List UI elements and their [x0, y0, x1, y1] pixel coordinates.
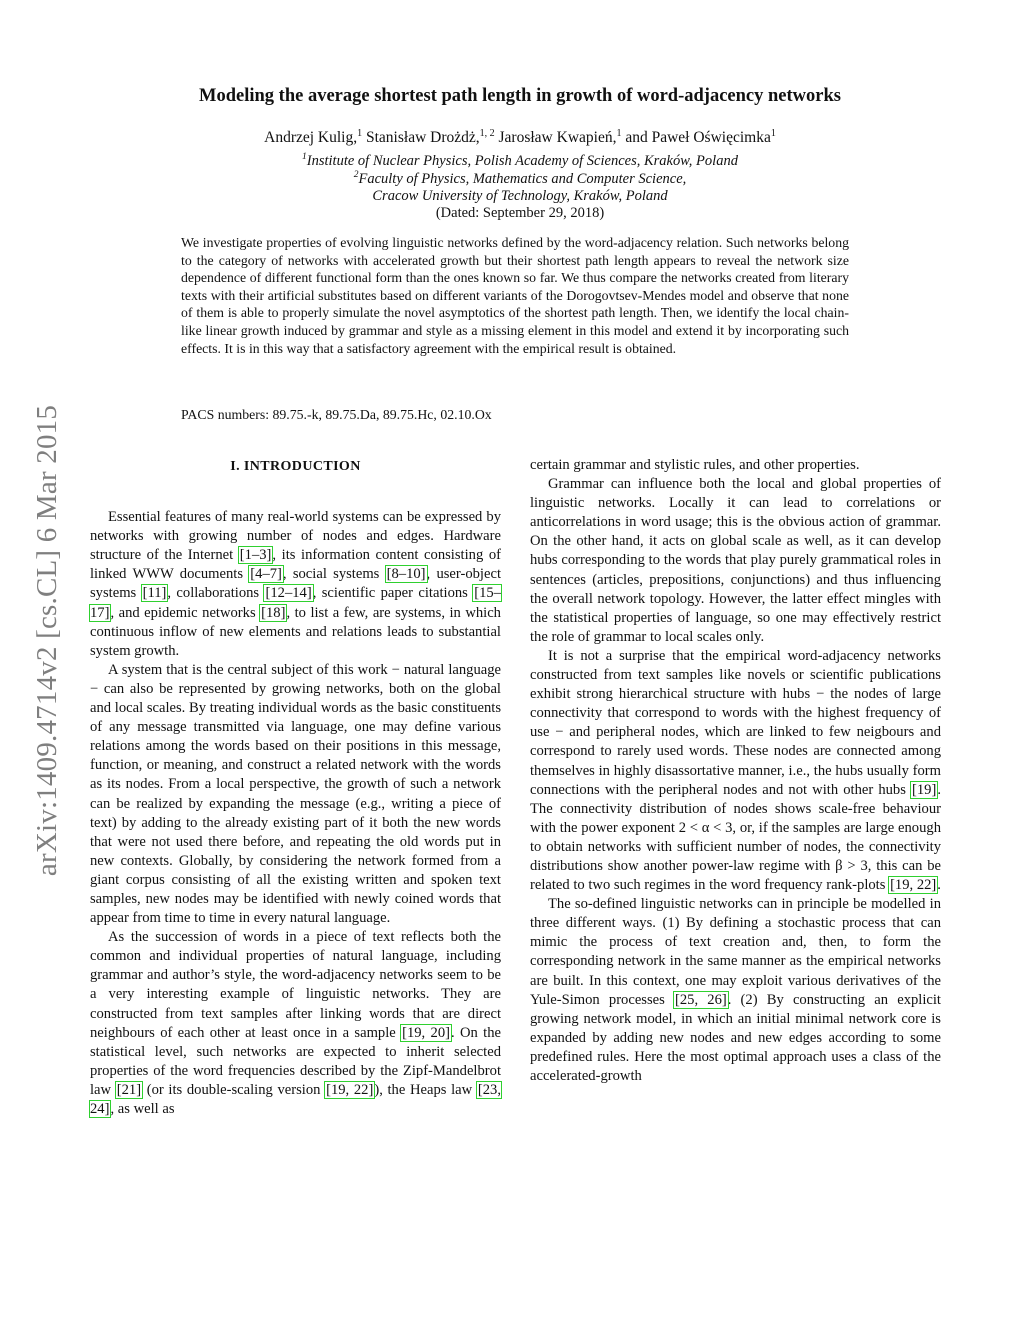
- affil-text: Faculty of Physics, Mathematics and Computer Science,: [358, 170, 687, 187]
- affil-mark: 1: [302, 152, 307, 162]
- abstract: We investigate properties of evolving linguistic networks defined by the word-adjacency relation. Such networks belong to the category of networks with accelerated growth but their shortest path length appears to reveal the network size dependence of different functional form than the ones known so far. We thus compare the networks created from literary texts with their artificial substitutes based on different variants of the Dorogovtsev-Mendes model and observe that none of them is able to properly simulate the novel asymptotics of the shortest path length. Then, we identify the local chain-like linear growth induced by grammar and style as a missing element in this model and extend it by incorporating such effects. It is in this way that a satisfactory agreement with the empirical result is obtained.: [181, 235, 849, 356]
- paragraph: The so-defined linguistic networks can in principle be modelled in three different ways. (1) By defining a stochastic process that can mimic the process of text creation and, then, to form the corresponding network in the same manner as the empirical networks are built. In this context, one may exploit various derivatives of the Yule-Simon processes [25, 26]. (2) By constructing an explicit growing network model, in which an initial minimal network core is expanded by adding new nodes and new edges according to some predefined rules. Here the most optimal approach uses a class of the accelerated-growth: [530, 896, 941, 1084]
- paragraph-continued: certain grammar and stylistic rules, and other properties.: [530, 457, 860, 473]
- author-affil-mark: 1: [357, 128, 363, 139]
- affiliation-2-cont: Cracow University of Technology, Kraków, Poland: [372, 188, 668, 204]
- date-line: (Dated: September 29, 2018): [435, 205, 605, 221]
- author-name: Paweł Oświęcimka: [651, 129, 771, 147]
- arxiv-identifier: arXiv:1409.4714v2 [cs.CL] 6 Mar 2015: [31, 404, 64, 876]
- author-list: [90, 128, 950, 147]
- citation-link[interactable]: [18]: [261, 604, 286, 621]
- citation-link[interactable]: [19]: [912, 781, 937, 798]
- author-conjunction: and: [625, 129, 648, 147]
- paragraph: A system that is the central subject of this work − natural language − can also be represented by growing networks, both on the global and local scales. By treating individual words as the basic constituents of any message transmitted via language, one may define various relations among the words based on their positions in this message, function, or meaning, and construct a related network with the words as its nodes. From a local perspective, the growth of such a network can be realized by expanding the message (e.g., writing a piece of text) by adding to the already existing part of it both the new words that were not used there before, and repeating the old words put in new contexts. Globally, by considering the network formed from a giant corpus consisting of all the existing written and spoken text samples, new nodes may be identified with newly coined words that appear from time to time in every natural language.: [90, 661, 501, 927]
- author-affil-mark: 1: [770, 128, 776, 139]
- citation-link[interactable]: [23, 24]: [90, 1081, 501, 1117]
- affil-text: Institute of Nuclear Physics, Polish Academy of Sciences, Kraków, Poland: [306, 152, 738, 169]
- author-name: Andrzej Kulig,: [264, 129, 358, 147]
- citation-link[interactable]: [21]: [116, 1081, 142, 1098]
- pacs-numbers: PACS numbers: 89.75.-k, 89.75.Da, 89.75.Hc, 02.10.Ox: [181, 407, 492, 422]
- paragraph: It is not a surprise that the empirical word-adjacency networks constructed from text samples like novels or scientific publications exhibit strong hierarchical structure with hubs − the nodes of large connectivity that correspond to words with the highest frequency of use − and peripheral nodes, which are linked to few neigbours and correspond to rarely used words. These nodes are connected among themselves in highly disassortative manner, i.e., the hubs usually form connections with the peripheral nodes and not with other hubs [19]. The connectivity distribution of nodes shows scale-free behaviour with the power exponent 2 < α < 3, or, if the samples are large enough to obtain networks with sufficient number of nodes, the connectivity distributions show another power-law regime with β > 3, this can be related to two such regimes in the word frequency rank-plots [19, 22].: [530, 647, 941, 894]
- citation-link[interactable]: [8–10]: [386, 566, 426, 583]
- citation-link[interactable]: [12–14]: [265, 585, 312, 602]
- citation-link[interactable]: [1–3]: [239, 547, 272, 564]
- citation-link[interactable]: [19, 22]: [326, 1081, 374, 1098]
- paragraph: Grammar can influence both the local and global properties of linguistic networks. Locally it can lead to correlations or anticorrelations in word usage; this is the obvious action of grammar. On the other hand, it acts on global scale as well, as it can develop hubs corresponding to the words that play purely grammatical roles in sentences (articles, prepositions, conjunctions) and thus influencing the overall network topology. However, the latter effect mingles with the statistical properties of language, so one may effectively restrict the role of grammar to local scales only.: [530, 476, 941, 645]
- paper-title: Modeling the average shortest path length in growth of word-adjacency networks: [199, 86, 841, 106]
- section-heading: I. INTRODUCTION: [230, 459, 361, 474]
- citation-link[interactable]: [25, 26]: [675, 991, 727, 1008]
- citation-link[interactable]: [19, 20]: [402, 1024, 450, 1041]
- left-column: [90, 456, 501, 1119]
- author-name: Jarosław Kwapień,: [498, 129, 617, 147]
- author-name: Stanisław Drożdż,: [366, 129, 480, 147]
- affiliation-2: [90, 170, 950, 188]
- affil-mark: 2: [353, 170, 359, 180]
- citation-link[interactable]: [15–17]: [90, 585, 501, 621]
- arxiv-stamp: [28, 370, 68, 910]
- author-affil-mark: 1, 2: [479, 128, 495, 139]
- citation-link[interactable]: [11]: [142, 585, 167, 602]
- paragraph: Essential features of many real-world systems can be expressed by networks with growing number of nodes and edges. Hardware structure of the Internet [1–3], its information content consisting of linked WWW documents [4–7], social systems [8–10], user-object systems [11], collaborations [12–14], scientific paper citations [15–17], and epidemic networks [18], to list a few, are systems, in which continuous inflow of new elements and relations leads to substantial system growth.: [90, 509, 501, 659]
- citation-link[interactable]: [4–7]: [250, 566, 282, 583]
- paragraph: As the succession of words in a piece of text reflects both the common and individual properties of natural language, including grammar and author’s style, the word-adjacency networks seem to be a very interesting example of linguistic networks. They are constructed from text samples after linking words that are direct neighbours of each other at least once in a sample [19, 20]. On the statistical level, such networks are expected to inherit selected properties of the word frequencies described by the Zipf-Mandelbrot law [21] (or its double-scaling version [19, 22]), the Heaps law [23, 24], as well as: [90, 929, 501, 1117]
- citation-link[interactable]: [19, 22]: [890, 877, 937, 894]
- right-column: [530, 456, 941, 1086]
- author-affil-mark: 1: [616, 128, 622, 139]
- affiliation-1: [90, 152, 950, 170]
